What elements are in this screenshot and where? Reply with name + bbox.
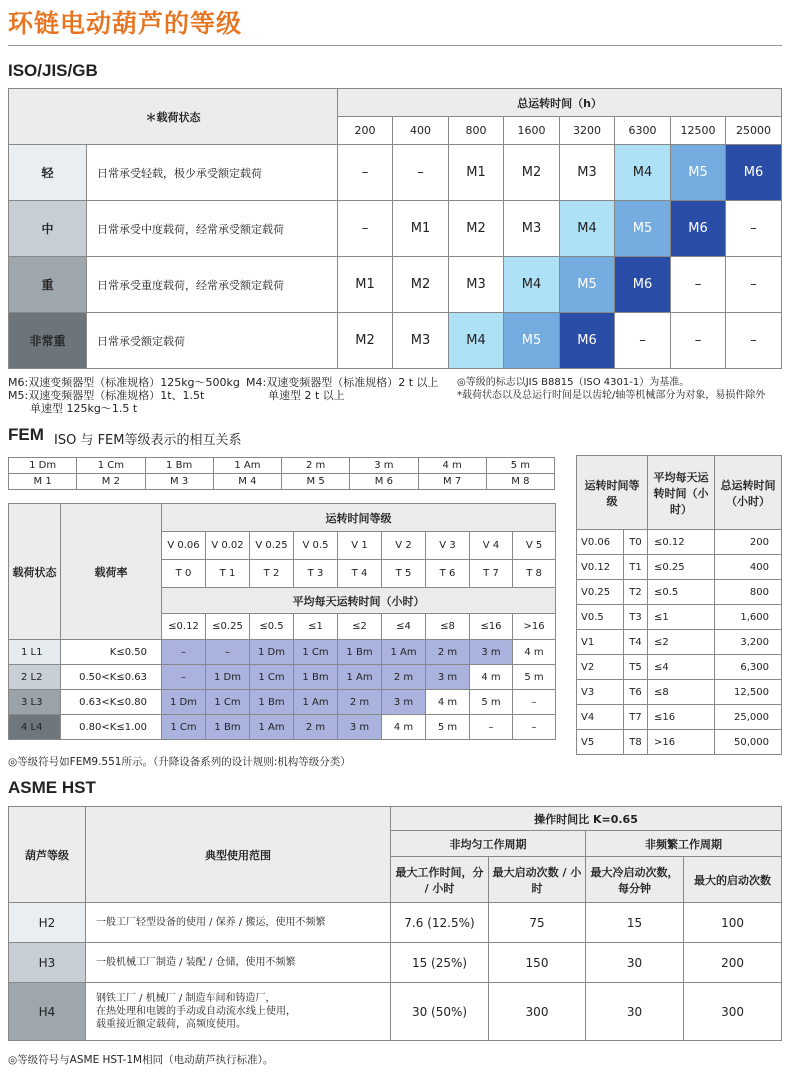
side-total-cell: 800 bbox=[715, 580, 782, 605]
fem-grade-cell: 1 Am bbox=[294, 690, 338, 715]
iso-hours-cell: 200 bbox=[338, 117, 393, 145]
asme-max-starts-header: 最大启动次数 / 小时 bbox=[489, 857, 586, 903]
fem-grade-cell: 2 m bbox=[426, 640, 470, 665]
iso-load-header: ＊载荷状态 bbox=[9, 89, 338, 145]
fem-grade-cell: 1 Bm bbox=[206, 715, 250, 740]
fem-class-cell: 5 m bbox=[486, 458, 554, 474]
fem-grade-cell: 1 Dm bbox=[206, 665, 250, 690]
iso-state-label: 重 bbox=[9, 257, 87, 313]
fem-v-cell: V 3 bbox=[426, 532, 470, 560]
side-avg-cell: >16 bbox=[648, 730, 715, 755]
iso-note-7: *载荷状态以及总运行时间是以齿轮/轴等机械部分为对象，易损件除外 bbox=[457, 390, 766, 401]
fem-t-cell: T 7 bbox=[470, 560, 513, 588]
fem-state-cell: 1 L1 bbox=[9, 640, 61, 665]
fem-grade-cell: 5 m bbox=[470, 690, 513, 715]
iso-grade-cell: M4 bbox=[560, 201, 615, 257]
asme-grade-cell: H4 bbox=[9, 983, 86, 1041]
asme-max-start-count-header: 最大的启动次数 bbox=[684, 857, 782, 903]
side-v-cell: V2 bbox=[577, 655, 624, 680]
fem-grade-cell: 1 Cm bbox=[206, 690, 250, 715]
asme-value-cell: 300 bbox=[684, 983, 782, 1041]
side-avg-cell: ≤0.5 bbox=[648, 580, 715, 605]
iso-class-cell: M 6 bbox=[350, 474, 418, 490]
iso-grade-cell: M6 bbox=[726, 145, 782, 201]
iso-grade-cell: M4 bbox=[504, 257, 560, 313]
iso-class-cell: M 2 bbox=[77, 474, 145, 490]
asme-usage-line: 一般机械工厂制造 / 装配 / 仓储，使用不频繁 bbox=[96, 957, 296, 968]
iso-grade-cell: M1 bbox=[338, 257, 393, 313]
fem-load-rate-header: 载荷率 bbox=[61, 504, 162, 640]
fem-t-cell: T 5 bbox=[382, 560, 426, 588]
asme-table bbox=[8, 806, 782, 1041]
iso-grade-cell: M3 bbox=[560, 145, 615, 201]
iso-hours-cell: 1600 bbox=[504, 117, 560, 145]
fem-class-cell: 3 m bbox=[350, 458, 418, 474]
fem-row bbox=[9, 640, 556, 665]
asme-usage-header: 典型使用范围 bbox=[86, 807, 391, 903]
fem-avg-cell: ≤4 bbox=[382, 614, 426, 640]
side-t-cell: T5 bbox=[624, 655, 648, 680]
fem-state-cell: 2 L2 bbox=[9, 665, 61, 690]
asme-usage-line: 载重接近额定载荷，高频度使用。 bbox=[96, 1019, 246, 1030]
side-avg-cell: ≤8 bbox=[648, 680, 715, 705]
iso-grade-cell: M5 bbox=[504, 313, 560, 369]
fem-row bbox=[9, 690, 556, 715]
fem-grade-cell: 1 Dm bbox=[162, 690, 206, 715]
fem-rate-cell: 0.50<K≤0.63 bbox=[61, 665, 162, 690]
iso-note-1: M6:双速变频器型（标准规格）125kg～500kg bbox=[8, 376, 240, 389]
asme-value-cell: 15 (25%) bbox=[391, 943, 489, 983]
iso-grade-cell: – bbox=[726, 201, 782, 257]
fem-v-cell: V 0.02 bbox=[206, 532, 250, 560]
side-col2-header: 平均每天运转时间（小时） bbox=[648, 456, 715, 530]
iso-hours-cell: 25000 bbox=[726, 117, 782, 145]
asme-usage-cell bbox=[86, 903, 391, 943]
iso-hours-cell: 12500 bbox=[671, 117, 726, 145]
side-total-cell: 6,300 bbox=[715, 655, 782, 680]
side-v-cell: V0.25 bbox=[577, 580, 624, 605]
side-row bbox=[577, 730, 782, 755]
fem-grade-cell: – bbox=[513, 690, 556, 715]
fem-subheading: ISO 与 FEM等级表示的相互关系 bbox=[54, 433, 242, 448]
asme-infrequent-header: 非频繁工作周期 bbox=[586, 831, 782, 857]
iso-grade-cell: M6 bbox=[671, 201, 726, 257]
iso-state-label: 中 bbox=[9, 201, 87, 257]
fem-grade-cell: 1 Cm bbox=[294, 640, 338, 665]
side-avg-cell: ≤0.12 bbox=[648, 530, 715, 555]
iso-class-cell: M 7 bbox=[418, 474, 486, 490]
asme-usage-line: 钢铁工厂 / 机械厂 / 制造车间和铸造厂， bbox=[96, 993, 276, 1004]
asme-grade-cell: H2 bbox=[9, 903, 86, 943]
iso-class-cell: M 5 bbox=[282, 474, 350, 490]
fem-class-cell: 1 Am bbox=[213, 458, 281, 474]
fem-avg-cell: ≤8 bbox=[426, 614, 470, 640]
fem-grade-cell: 2 m bbox=[294, 715, 338, 740]
fem-t-cell: T 2 bbox=[250, 560, 294, 588]
asme-heading: ASME HST bbox=[8, 778, 96, 797]
iso-grade-cell: M2 bbox=[504, 145, 560, 201]
side-avg-cell: ≤4 bbox=[648, 655, 715, 680]
asme-nonuniform-header: 非均匀工作周期 bbox=[391, 831, 586, 857]
fem-avg-cell: ≤0.12 bbox=[162, 614, 206, 640]
side-col1-header: 运转时间等级 bbox=[577, 456, 648, 530]
fem-avg-cell: ≤1 bbox=[294, 614, 338, 640]
iso-class-cell: M 8 bbox=[486, 474, 554, 490]
iso-grade-cell: M2 bbox=[449, 201, 504, 257]
iso-grade-cell: – bbox=[726, 257, 782, 313]
fem-t-cell: T 3 bbox=[294, 560, 338, 588]
fem-main-table bbox=[8, 503, 556, 740]
iso-note-2: M5:双速变频器型（标准规格）1t、1.5t bbox=[8, 389, 205, 402]
fem-grade-cell: 3 m bbox=[382, 690, 426, 715]
fem-grade-cell: 1 Dm bbox=[250, 640, 294, 665]
fem-side-table bbox=[576, 455, 782, 755]
iso-class-cell: M 4 bbox=[213, 474, 281, 490]
side-v-cell: V3 bbox=[577, 680, 624, 705]
asme-value-cell: 200 bbox=[684, 943, 782, 983]
iso-note-6: ◎等级的标志以JIS B8815（ISO 4301-1）为基准。 bbox=[457, 377, 690, 388]
side-total-cell: 400 bbox=[715, 555, 782, 580]
fem-avg-cell: ≤2 bbox=[338, 614, 382, 640]
asme-value-cell: 30 (50%) bbox=[391, 983, 489, 1041]
iso-grade-cell: M1 bbox=[449, 145, 504, 201]
side-row bbox=[577, 630, 782, 655]
iso-grade-cell: M5 bbox=[560, 257, 615, 313]
side-t-cell: T6 bbox=[624, 680, 648, 705]
fem-rate-cell: 0.80<K≤1.00 bbox=[61, 715, 162, 740]
fem-t-cell: T 4 bbox=[338, 560, 382, 588]
fem-grade-cell: 1 Cm bbox=[250, 665, 294, 690]
side-t-cell: T4 bbox=[624, 630, 648, 655]
iso-row bbox=[9, 313, 782, 369]
side-v-cell: V1 bbox=[577, 630, 624, 655]
fem-grade-cell: – bbox=[513, 715, 556, 740]
side-t-cell: T1 bbox=[624, 555, 648, 580]
iso-grade-cell: M6 bbox=[615, 257, 671, 313]
fem-grade-cell: 1 Am bbox=[382, 640, 426, 665]
asme-value-cell: 75 bbox=[489, 903, 586, 943]
fem-avg-cell: ≤16 bbox=[470, 614, 513, 640]
side-t-cell: T0 bbox=[624, 530, 648, 555]
side-v-cell: V4 bbox=[577, 705, 624, 730]
iso-class-cell: M 3 bbox=[145, 474, 213, 490]
fem-grade-cell: 2 m bbox=[382, 665, 426, 690]
fem-grade-cell: 1 Bm bbox=[338, 640, 382, 665]
side-total-cell: 12,500 bbox=[715, 680, 782, 705]
fem-grade-cell: 5 m bbox=[513, 665, 556, 690]
asme-usage-cell bbox=[86, 943, 391, 983]
iso-grade-cell: – bbox=[671, 313, 726, 369]
side-total-cell: 50,000 bbox=[715, 730, 782, 755]
fem-grade-cell: 4 m bbox=[470, 665, 513, 690]
iso-state-desc: 日常承受重度载荷，经常承受额定载荷 bbox=[87, 257, 338, 313]
fem-avg-cell: ≤0.25 bbox=[206, 614, 250, 640]
side-avg-cell: ≤1 bbox=[648, 605, 715, 630]
fem-note: ◎等级符号如FEM9.551所示。（升降设备系列的设计规则:机构等级分类） bbox=[8, 756, 351, 768]
iso-grade-cell: M3 bbox=[393, 313, 449, 369]
fem-grade-cell: 2 m bbox=[338, 690, 382, 715]
fem-class-cell: 1 Bm bbox=[145, 458, 213, 474]
iso-state-desc: 日常承受中度载荷，经常承受额定载荷 bbox=[87, 201, 338, 257]
iso-total-header: 总运转时间（h） bbox=[338, 89, 782, 117]
side-t-cell: T3 bbox=[624, 605, 648, 630]
side-total-cell: 1,600 bbox=[715, 605, 782, 630]
side-row bbox=[577, 555, 782, 580]
fem-grade-cell: 3 m bbox=[426, 665, 470, 690]
asme-row bbox=[9, 903, 782, 943]
asme-row bbox=[9, 983, 782, 1041]
fem-v-cell: V 4 bbox=[470, 532, 513, 560]
fem-grade-cell: – bbox=[162, 640, 206, 665]
iso-hours-cell: 800 bbox=[449, 117, 504, 145]
iso-grade-cell: M2 bbox=[338, 313, 393, 369]
asme-note: ◎等级符号与ASME HST-1M相同（电动葫芦执行标准）。 bbox=[8, 1054, 274, 1066]
asme-value-cell: 300 bbox=[489, 983, 586, 1041]
side-t-cell: T2 bbox=[624, 580, 648, 605]
iso-state-desc: 日常承受额定载荷 bbox=[87, 313, 338, 369]
asme-grade-cell: H3 bbox=[9, 943, 86, 983]
fem-rate-cell: 0.63<K≤0.80 bbox=[61, 690, 162, 715]
iso-grade-cell: M3 bbox=[504, 201, 560, 257]
fem-t-cell: T 8 bbox=[513, 560, 556, 588]
iso-hours-cell: 3200 bbox=[560, 117, 615, 145]
side-total-cell: 3,200 bbox=[715, 630, 782, 655]
asme-usage-cell bbox=[86, 983, 391, 1041]
fem-state-cell: 3 L3 bbox=[9, 690, 61, 715]
side-t-cell: T8 bbox=[624, 730, 648, 755]
iso-grade-cell: – bbox=[338, 145, 393, 201]
fem-v-cell: V 5 bbox=[513, 532, 556, 560]
page-title: 环链电动葫芦的等级 bbox=[8, 9, 243, 38]
fem-avg-cell: >16 bbox=[513, 614, 556, 640]
iso-hours-cell: 6300 bbox=[615, 117, 671, 145]
asme-usage-line: 一般工厂轻型设备的使用 / 保养 / 搬运，使用不频繁 bbox=[96, 917, 326, 928]
side-row bbox=[577, 680, 782, 705]
side-row bbox=[577, 705, 782, 730]
fem-grade-cell: 1 Am bbox=[250, 715, 294, 740]
side-avg-cell: ≤0.25 bbox=[648, 555, 715, 580]
fem-class-cell: 2 m bbox=[282, 458, 350, 474]
fem-v-cell: V 2 bbox=[382, 532, 426, 560]
fem-t-cell: T 1 bbox=[206, 560, 250, 588]
fem-v-cell: V 0.25 bbox=[250, 532, 294, 560]
iso-state-label: 轻 bbox=[9, 145, 87, 201]
iso-state-label: 非常重 bbox=[9, 313, 87, 369]
fem-grade-cell: 1 Cm bbox=[162, 715, 206, 740]
fem-row bbox=[9, 715, 556, 740]
fem-grade-cell: – bbox=[162, 665, 206, 690]
asme-grade-header: 葫芦等级 bbox=[9, 807, 86, 903]
iso-grade-cell: M4 bbox=[449, 313, 504, 369]
iso-note-5: 单速型 2 t 以上 bbox=[268, 389, 345, 402]
fem-avg-cell: ≤0.5 bbox=[250, 614, 294, 640]
fem-grade-cell: 1 Bm bbox=[294, 665, 338, 690]
iso-grade-cell: – bbox=[393, 145, 449, 201]
iso-grade-cell: – bbox=[671, 257, 726, 313]
fem-run-class-header: 运转时间等级 bbox=[162, 504, 556, 532]
side-v-cell: V0.5 bbox=[577, 605, 624, 630]
iso-state-desc: 日常承受轻载，极少承受额定载荷 bbox=[87, 145, 338, 201]
side-row bbox=[577, 655, 782, 680]
iso-note-3: 单速型 125kg～1.5 t bbox=[30, 402, 138, 415]
iso-heading: ISO/JIS/GB bbox=[8, 61, 98, 80]
side-total-cell: 25,000 bbox=[715, 705, 782, 730]
side-avg-cell: ≤16 bbox=[648, 705, 715, 730]
side-avg-cell: ≤2 bbox=[648, 630, 715, 655]
iso-grade-cell: – bbox=[338, 201, 393, 257]
fem-load-state-header: 载荷状态 bbox=[9, 504, 61, 640]
fem-grade-cell: 4 m bbox=[513, 640, 556, 665]
fem-v-cell: V 1 bbox=[338, 532, 382, 560]
iso-row bbox=[9, 201, 782, 257]
fem-class-cell: 4 m bbox=[418, 458, 486, 474]
side-row bbox=[577, 530, 782, 555]
side-v-cell: V0.12 bbox=[577, 555, 624, 580]
asme-ratio-header: 操作时间比 K=0.65 bbox=[391, 807, 782, 831]
asme-value-cell: 7.6 (12.5%) bbox=[391, 903, 489, 943]
asme-value-cell: 100 bbox=[684, 903, 782, 943]
fem-grade-cell: 4 m bbox=[382, 715, 426, 740]
iso-grade-cell: M4 bbox=[615, 145, 671, 201]
side-row bbox=[577, 580, 782, 605]
fem-grade-cell: 1 Bm bbox=[250, 690, 294, 715]
fem-v-cell: V 0.06 bbox=[162, 532, 206, 560]
title-divider bbox=[8, 45, 782, 46]
fem-rate-cell: K≤0.50 bbox=[61, 640, 162, 665]
asme-value-cell: 30 bbox=[586, 943, 684, 983]
iso-grade-cell: – bbox=[726, 313, 782, 369]
fem-avg-header: 平均每天运转时间（小时） bbox=[162, 588, 556, 614]
fem-grade-cell: – bbox=[206, 640, 250, 665]
side-v-cell: V5 bbox=[577, 730, 624, 755]
iso-grade-cell: M3 bbox=[449, 257, 504, 313]
fem-grade-cell: 4 m bbox=[426, 690, 470, 715]
asme-value-cell: 30 bbox=[586, 983, 684, 1041]
fem-mapping-table bbox=[8, 457, 555, 490]
asme-usage-line: 在热处理和电镀的手动或自动流水线上使用， bbox=[96, 1006, 296, 1017]
fem-grade-cell: – bbox=[470, 715, 513, 740]
fem-class-cell: 1 Dm bbox=[9, 458, 77, 474]
side-row bbox=[577, 605, 782, 630]
iso-grade-cell: – bbox=[615, 313, 671, 369]
side-total-cell: 200 bbox=[715, 530, 782, 555]
fem-grade-cell: 5 m bbox=[426, 715, 470, 740]
fem-v-cell: V 0.5 bbox=[294, 532, 338, 560]
asme-value-cell: 15 bbox=[586, 903, 684, 943]
iso-grade-cell: M1 bbox=[393, 201, 449, 257]
fem-t-cell: T 6 bbox=[426, 560, 470, 588]
asme-max-time-header: 最大工作时间，分 / 小时 bbox=[391, 857, 489, 903]
fem-class-cell: 1 Cm bbox=[77, 458, 145, 474]
fem-grade-cell: 3 m bbox=[470, 640, 513, 665]
side-t-cell: T7 bbox=[624, 705, 648, 730]
fem-t-cell: T 0 bbox=[162, 560, 206, 588]
asme-row bbox=[9, 943, 782, 983]
iso-grade-cell: M5 bbox=[615, 201, 671, 257]
asme-max-cold-header: 最大冷启动次数，每分钟 bbox=[586, 857, 684, 903]
iso-grade-cell: M6 bbox=[560, 313, 615, 369]
iso-note-4: M4:双速变频器型（标准规格）2 t 以上 bbox=[246, 376, 439, 389]
iso-row bbox=[9, 257, 782, 313]
side-col3-header: 总运转时间（小时） bbox=[715, 456, 782, 530]
iso-class-cell: M 1 bbox=[9, 474, 77, 490]
iso-table bbox=[8, 88, 782, 369]
fem-heading: FEM bbox=[8, 425, 44, 444]
asme-value-cell: 150 bbox=[489, 943, 586, 983]
fem-grade-cell: 1 Am bbox=[338, 665, 382, 690]
iso-grade-cell: M5 bbox=[671, 145, 726, 201]
fem-state-cell: 4 L4 bbox=[9, 715, 61, 740]
fem-row bbox=[9, 665, 556, 690]
iso-grade-cell: M2 bbox=[393, 257, 449, 313]
iso-hours-cell: 400 bbox=[393, 117, 449, 145]
iso-row bbox=[9, 145, 782, 201]
side-v-cell: V0.06 bbox=[577, 530, 624, 555]
fem-grade-cell: 3 m bbox=[338, 715, 382, 740]
